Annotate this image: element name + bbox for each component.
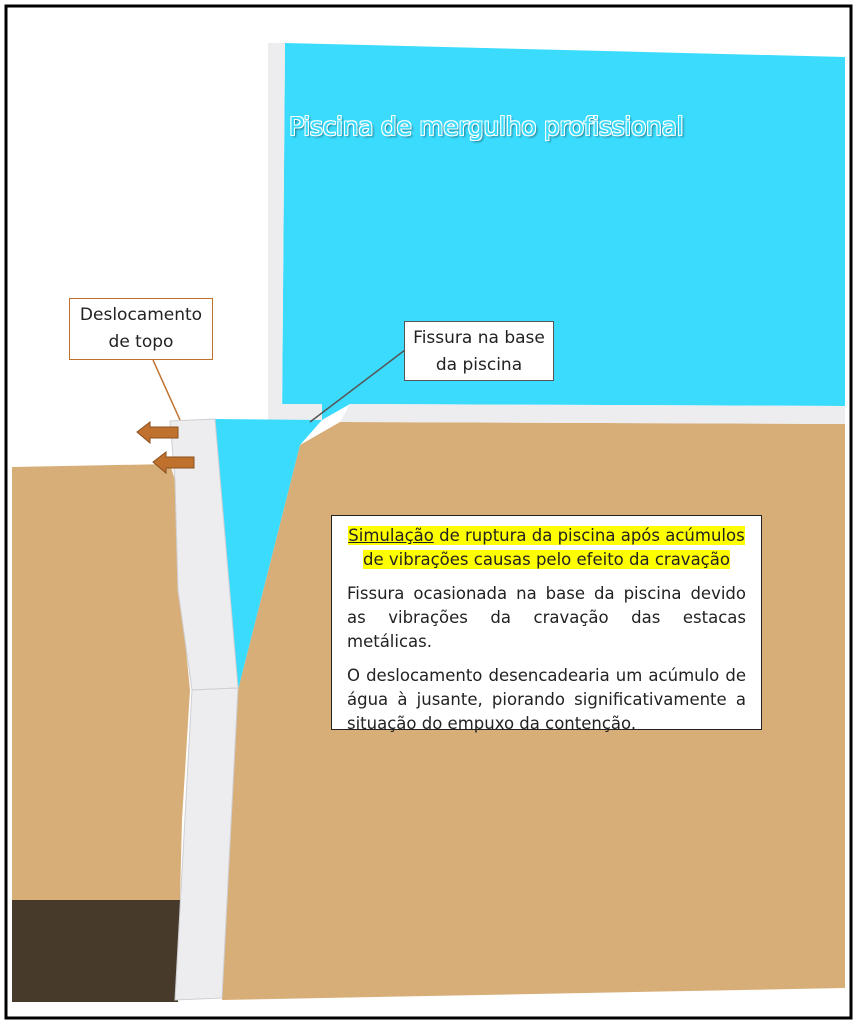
info-title-highlight-word: Simulação xyxy=(348,526,434,545)
info-paragraph-displacement: O deslocamento desencadearia um acúmulo de água à jusante, piorando significativamente a situação do empuxo da contenção. xyxy=(347,666,746,733)
displacement-callout xyxy=(69,298,213,360)
pool-water xyxy=(282,43,845,420)
info-title xyxy=(347,524,746,572)
left-soil xyxy=(12,464,190,900)
pool-title: Piscina de mergulho profissional xyxy=(289,112,684,141)
info-box xyxy=(331,515,762,733)
info-title-rest: de ruptura da piscina após acúmulos de vibrações causas pelo efeito da cravação xyxy=(363,526,745,569)
fissure-callout-line2: da piscina xyxy=(435,355,523,375)
dark-soil-layer xyxy=(12,900,180,1002)
pool-floor-slab-left xyxy=(268,404,322,420)
pool-floor-slab-right xyxy=(340,404,845,424)
fissure-callout xyxy=(404,321,554,381)
displacement-callout-line2: de topo xyxy=(108,332,174,352)
info-paragraph-fissure: Fissura ocasionada na base da piscina devido as vibrações da cravação das estacas metálicas. xyxy=(347,584,746,651)
fissure-callout-line1: Fissura na base xyxy=(413,328,545,348)
displacement-callout-line1: Deslocamento xyxy=(79,305,203,325)
